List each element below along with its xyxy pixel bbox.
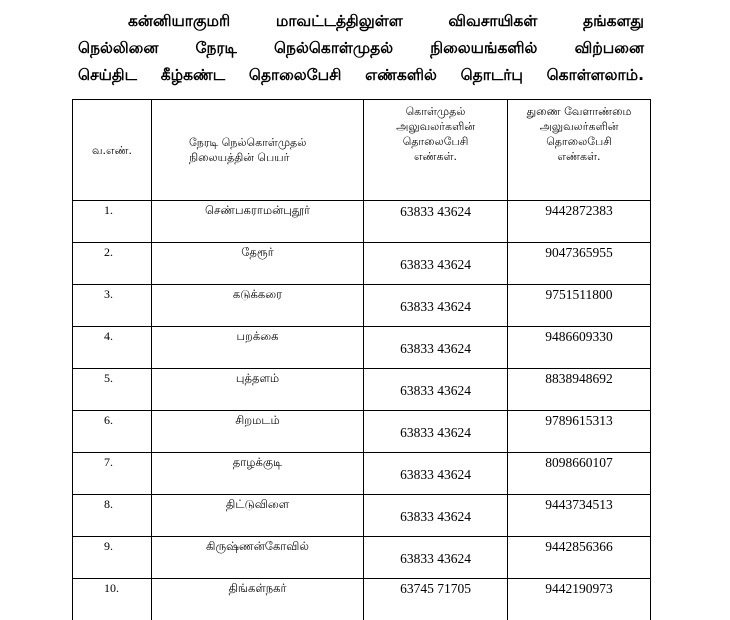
serial-number-cell: 7. xyxy=(73,453,152,495)
officer-phone-cell: 63833 43624 xyxy=(364,285,508,327)
header-officer-phone xyxy=(364,100,508,201)
table-row xyxy=(73,537,651,579)
header-station-name-line-1: நேரடி நெல்கொள்முதல் xyxy=(189,136,306,149)
station-name-cell: சிறமடம் xyxy=(152,411,364,453)
intro-line-3: செய்திட கீழ்கண்ட தொலைபேசி எண்களில் தொடர்பு கொள்ளலாம். xyxy=(78,62,644,89)
station-name-cell: திட்டுவிளை xyxy=(152,495,364,537)
header-assistant-officer-phone xyxy=(508,100,651,201)
serial-number-cell: 8. xyxy=(73,495,152,537)
officer-phone-cell: 63833 43624 xyxy=(364,411,508,453)
table-row xyxy=(73,369,651,411)
assistant-phone-cell: 9047365955 xyxy=(508,243,651,285)
serial-number-cell: 1. xyxy=(73,201,152,243)
serial-number-cell: 5. xyxy=(73,369,152,411)
officer-phone-cell: 63833 43624 xyxy=(364,369,508,411)
header-station-name xyxy=(152,100,364,201)
procurement-stations-table xyxy=(72,99,651,620)
officer-phone-cell: 63833 43624 xyxy=(364,327,508,369)
intro-line-2: நெல்லினை நேரடி நெல்கொள்முதல் நிலையங்களில் விற்பனை xyxy=(78,35,644,62)
station-name-cell: கடுக்கரை xyxy=(152,285,364,327)
assistant-phone-cell: 8838948692 xyxy=(508,369,651,411)
officer-phone-cell: 63833 43624 xyxy=(364,537,508,579)
table-row xyxy=(73,411,651,453)
serial-number-cell: 9. xyxy=(73,537,152,579)
table-row xyxy=(73,201,651,243)
officer-phone-cell: 63833 43624 xyxy=(364,495,508,537)
station-name-cell: தாழக்குடி xyxy=(152,453,364,495)
header-asst-line-2: அலுவலர்களின் xyxy=(540,120,619,133)
header-station-name-line-2: நிலையத்தின் பெயர் xyxy=(189,151,289,164)
station-name-cell: தேரூர் xyxy=(152,243,364,285)
intro-paragraph xyxy=(78,8,644,89)
officer-phone-cell: 63833 43624 xyxy=(364,453,508,495)
station-name-cell: புத்தளம் xyxy=(152,369,364,411)
header-asst-line-3: தொலைபேசி xyxy=(546,135,612,148)
station-name-cell: கிருஷ்ணன்கோவில் xyxy=(152,537,364,579)
intro-line-1: கன்னியாகுமரி மாவட்டத்திலுள்ள விவசாயிகள் தங்களது xyxy=(78,8,644,35)
header-serial-number xyxy=(73,100,152,201)
table-row xyxy=(73,495,651,537)
assistant-phone-cell: 8098660107 xyxy=(508,453,651,495)
officer-phone-cell: 63833 43624 xyxy=(364,201,508,243)
officer-phone-cell: 63833 43624 xyxy=(364,243,508,285)
header-officer-line-2: அலுவலர்களின் xyxy=(396,120,475,133)
assistant-phone-cell: 9442190973 xyxy=(508,579,651,620)
serial-number-cell: 6. xyxy=(73,411,152,453)
table-row xyxy=(73,579,651,620)
assistant-phone-cell: 9789615313 xyxy=(508,411,651,453)
serial-number-cell: 4. xyxy=(73,327,152,369)
header-officer-line-3: தொலைபேசி xyxy=(403,135,469,148)
assistant-phone-cell: 9442856366 xyxy=(508,537,651,579)
table-row xyxy=(73,327,651,369)
table-row xyxy=(73,285,651,327)
serial-number-cell: 2. xyxy=(73,243,152,285)
header-serial-label: வ.எண். xyxy=(92,144,132,157)
table-header-row xyxy=(73,100,651,201)
station-name-cell: திங்கள்நகர் xyxy=(152,579,364,620)
serial-number-cell: 10. xyxy=(73,579,152,620)
header-asst-line-1: துணை வேளாண்மை xyxy=(527,105,632,118)
header-officer-line-1: கொள்முதல் xyxy=(406,105,466,118)
table-row xyxy=(73,453,651,495)
serial-number-cell: 3. xyxy=(73,285,152,327)
assistant-phone-cell: 9442872383 xyxy=(508,201,651,243)
header-officer-line-4: எண்கள். xyxy=(414,150,457,163)
officer-phone-cell: 63745 71705 xyxy=(364,579,508,620)
header-asst-line-4: எண்கள். xyxy=(557,150,600,163)
assistant-phone-cell: 9751511800 xyxy=(508,285,651,327)
assistant-phone-cell: 9443734513 xyxy=(508,495,651,537)
table-row xyxy=(73,243,651,285)
station-name-cell: பறக்கை xyxy=(152,327,364,369)
assistant-phone-cell: 9486609330 xyxy=(508,327,651,369)
station-name-cell: செண்பகராமன்புதூர் xyxy=(152,201,364,243)
